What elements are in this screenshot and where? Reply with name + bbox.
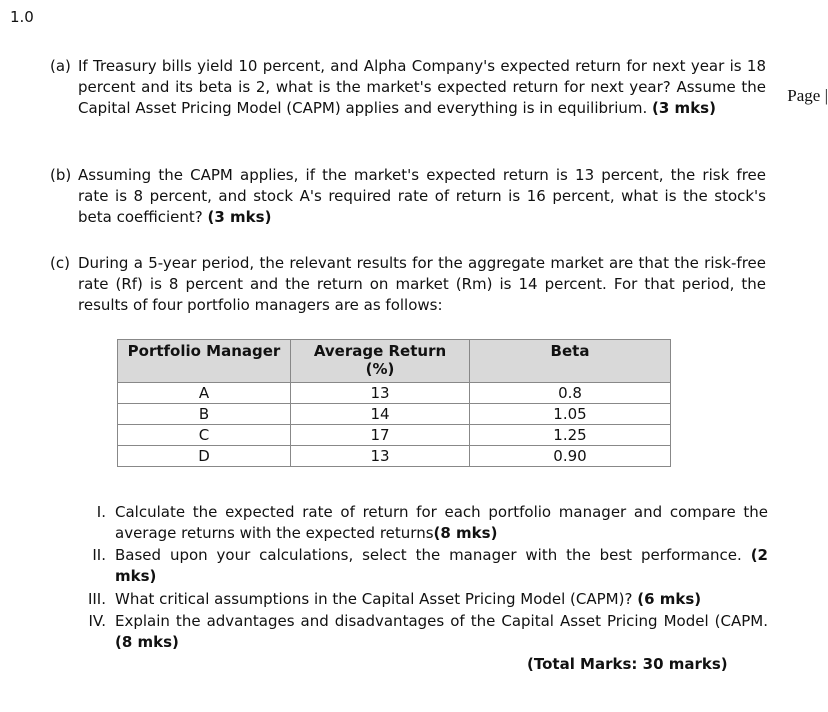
table-cell: 13	[291, 383, 470, 404]
table-cell: 14	[291, 404, 470, 425]
question-label: (a)	[50, 57, 71, 75]
subquestion-text: What critical assumptions in the Capital Asset Pricing Model (CAPM)?	[115, 590, 633, 608]
subquestion-4	[78, 611, 768, 653]
question-c	[50, 253, 766, 316]
page-label: Page |	[787, 86, 828, 105]
table-cell: 1.05	[470, 404, 671, 425]
subquestion-number: IV.	[88, 612, 106, 630]
table-header-row	[118, 340, 671, 383]
column-header: Portfolio Manager	[118, 340, 291, 383]
question-marks: (3 mks)	[652, 99, 716, 117]
subquestion-marks: (8 mks)	[115, 633, 179, 651]
table-cell: B	[118, 404, 291, 425]
table-row	[118, 425, 671, 446]
subquestion-text: Based upon your calculations, select the manager with the best performance.	[115, 546, 742, 564]
table-row	[118, 446, 671, 467]
table-cell: 0.90	[470, 446, 671, 467]
question-label: (b)	[50, 166, 72, 184]
portfolio-table	[117, 339, 671, 467]
table-cell: A	[118, 383, 291, 404]
subquestion-number: I.	[96, 503, 106, 521]
table-row	[118, 383, 671, 404]
subquestion-marks: (2 mks)	[115, 546, 768, 585]
question-text: Assuming the CAPM applies, if the market's expected return is 13 percent, the risk free rate is 8 percent, and stock A's required rate of return is 16 percent, what is the stock's beta coefficient?	[78, 166, 766, 226]
subquestion-text: Explain the advantages and disadvantages of the Capital Asset Pricing Model (CAPM.	[115, 612, 768, 630]
subquestion-2	[78, 545, 768, 587]
question-b	[50, 165, 766, 228]
question-text: If Treasury bills yield 10 percent, and Alpha Company's expected return for next year is 18 percent and its beta is 2, what is the market's expected return for next year? Assume the Capital Asset Pricing Model (CAPM) applies and everything is in equilibrium.	[78, 57, 766, 117]
table-cell: 0.8	[470, 383, 671, 404]
table-cell: 1.25	[470, 425, 671, 446]
question-marks: (3 mks)	[207, 208, 272, 226]
subquestion-1	[78, 502, 768, 544]
column-header: Beta	[470, 340, 671, 383]
subquestion-3	[78, 589, 768, 610]
subquestion-marks: (8 mks)	[433, 524, 498, 542]
table-cell: C	[118, 425, 291, 446]
question-a	[50, 56, 766, 119]
question-label: (c)	[50, 254, 70, 272]
table-row	[118, 404, 671, 425]
column-header: Average Return (%)	[291, 340, 470, 383]
subquestion-number: III.	[87, 590, 106, 608]
table-cell: 17	[291, 425, 470, 446]
subquestion-text: Calculate the expected rate of return for each portfolio manager and compare the average returns with the expected returns	[115, 503, 768, 542]
section-number: 1.0	[10, 8, 34, 26]
table-cell: D	[118, 446, 291, 467]
total-marks: (Total Marks: 30 marks)	[527, 655, 728, 673]
subquestion-number: II.	[92, 546, 106, 564]
subquestion-marks: (6 mks)	[637, 590, 702, 608]
question-text: During a 5-year period, the relevant results for the aggregate market are that the risk-free rate (Rf) is 8 percent and the return on market (Rm) is 14 percent. For that period, the results of four portfolio managers are as follows:	[78, 254, 766, 314]
table-cell: 13	[291, 446, 470, 467]
